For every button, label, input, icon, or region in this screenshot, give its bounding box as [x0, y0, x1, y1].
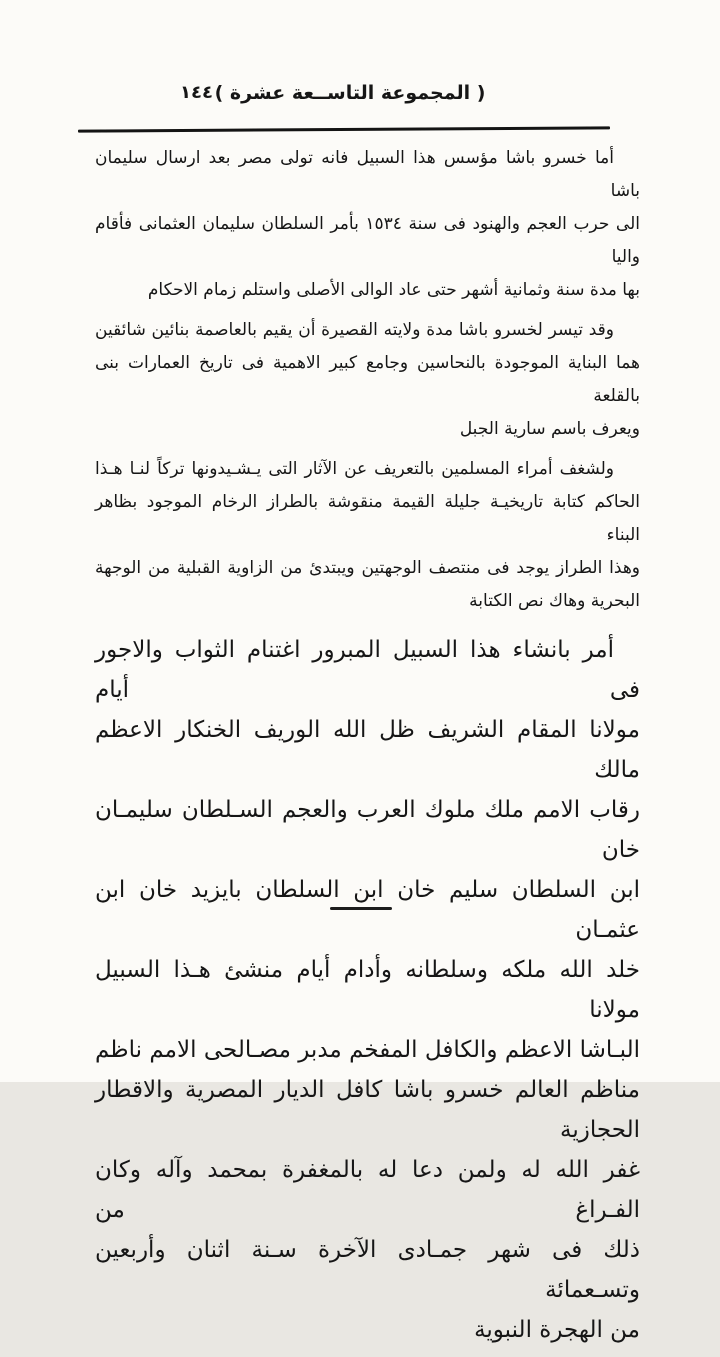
- text-line: ولشغف أمراء المسلمين بالتعريف عن الآثار التى يـشـيدونها تركاً لنـا هـذا: [95, 459, 614, 479]
- paragraph-buildings: [95, 314, 640, 446]
- text-line: أما خسرو باشا مؤسس هذا السبيل فانه تولى مصر بعد ارسال سليمان باشا: [95, 148, 640, 201]
- text-line: البحرية وهاك نص الكتابة: [469, 591, 640, 611]
- text-line: بها مدة سنة وثمانية أشهر حتى عاد الوالى الأصلى واستلم زمام الاحكام: [147, 280, 640, 300]
- section-end-divider: [330, 907, 392, 910]
- page-content: [95, 142, 640, 1357]
- paragraph-khusraw-intro: [95, 142, 640, 307]
- text-line: ويعرف باسم سارية الجبل: [459, 419, 640, 439]
- text-line: الى حرب العجم والهنود فى سنة ١٥٣٤ بأمر السلطان سليمان العثمانى فأقام واليا: [95, 214, 641, 267]
- text-line: غفر الله له ولمن دعا له بالمغفرة بمحمد وآله وكان الفـراغ من: [95, 1157, 640, 1223]
- text-line: مولانا المقام الشريف ظل الله الوريف الخنكار الاعظم مالك: [95, 717, 640, 783]
- page-header: [80, 80, 640, 120]
- collection-title: ( المجموعة التاســعة عشرة ): [214, 82, 486, 104]
- text-line: أمر بانشاء هذا السبيل المبرور اغتنام الثواب والاجور فى أيام: [95, 637, 640, 703]
- paragraph-inscription-text: [95, 630, 640, 1350]
- text-line: ذلك فى شهر جمـادى الآخرة سـنة اثنان وأربعين وتسـعمائة: [95, 1237, 640, 1303]
- text-line: مناظم العالم خسرو باشا كافل الديار المصرية والاقطار الحجازية: [95, 1077, 640, 1143]
- text-line: ابن السلطان سليم خان ابن السلطان بايزيد خان ابن عثمـان: [95, 877, 640, 943]
- text-line: رقاب الامم ملك ملوك العرب والعجم السـلطان سليمـان خان: [95, 797, 640, 863]
- text-line: خلد الله ملكه وسلطانه وأدام أيام منشئ هـذا السبيل مولانا: [95, 957, 640, 1023]
- text-line: وقد تيسر لخسرو باشا مدة ولايته القصيرة أن يقيم بالعاصمة بنائين شائقين: [95, 320, 614, 340]
- text-line: من الهجرة النبوية: [474, 1317, 640, 1343]
- paragraph-inscription-intro: [95, 453, 640, 618]
- page-number: ١٤٤: [180, 82, 213, 103]
- text-line: وهذا الطراز يوجد فى منتصف الوجهتين ويبتدئ من الزاوية القبلية من الوجهة: [95, 558, 640, 578]
- text-line: الحاكم كتابة تاريخيـة جليلة القيمة منقوشة بالطراز الرخام الموجود بظاهر البناء: [95, 492, 640, 545]
- text-line: البـاشا الاعظم والكافل المفخم مدبر مصـالحى الامم ناظم: [95, 1037, 640, 1063]
- header-rule-divider: [78, 126, 610, 132]
- text-line: هما البناية الموجودة بالنحاسين وجامع كبير الاهمية فى تاريخ العمارات بنى بالقلعة: [95, 353, 640, 406]
